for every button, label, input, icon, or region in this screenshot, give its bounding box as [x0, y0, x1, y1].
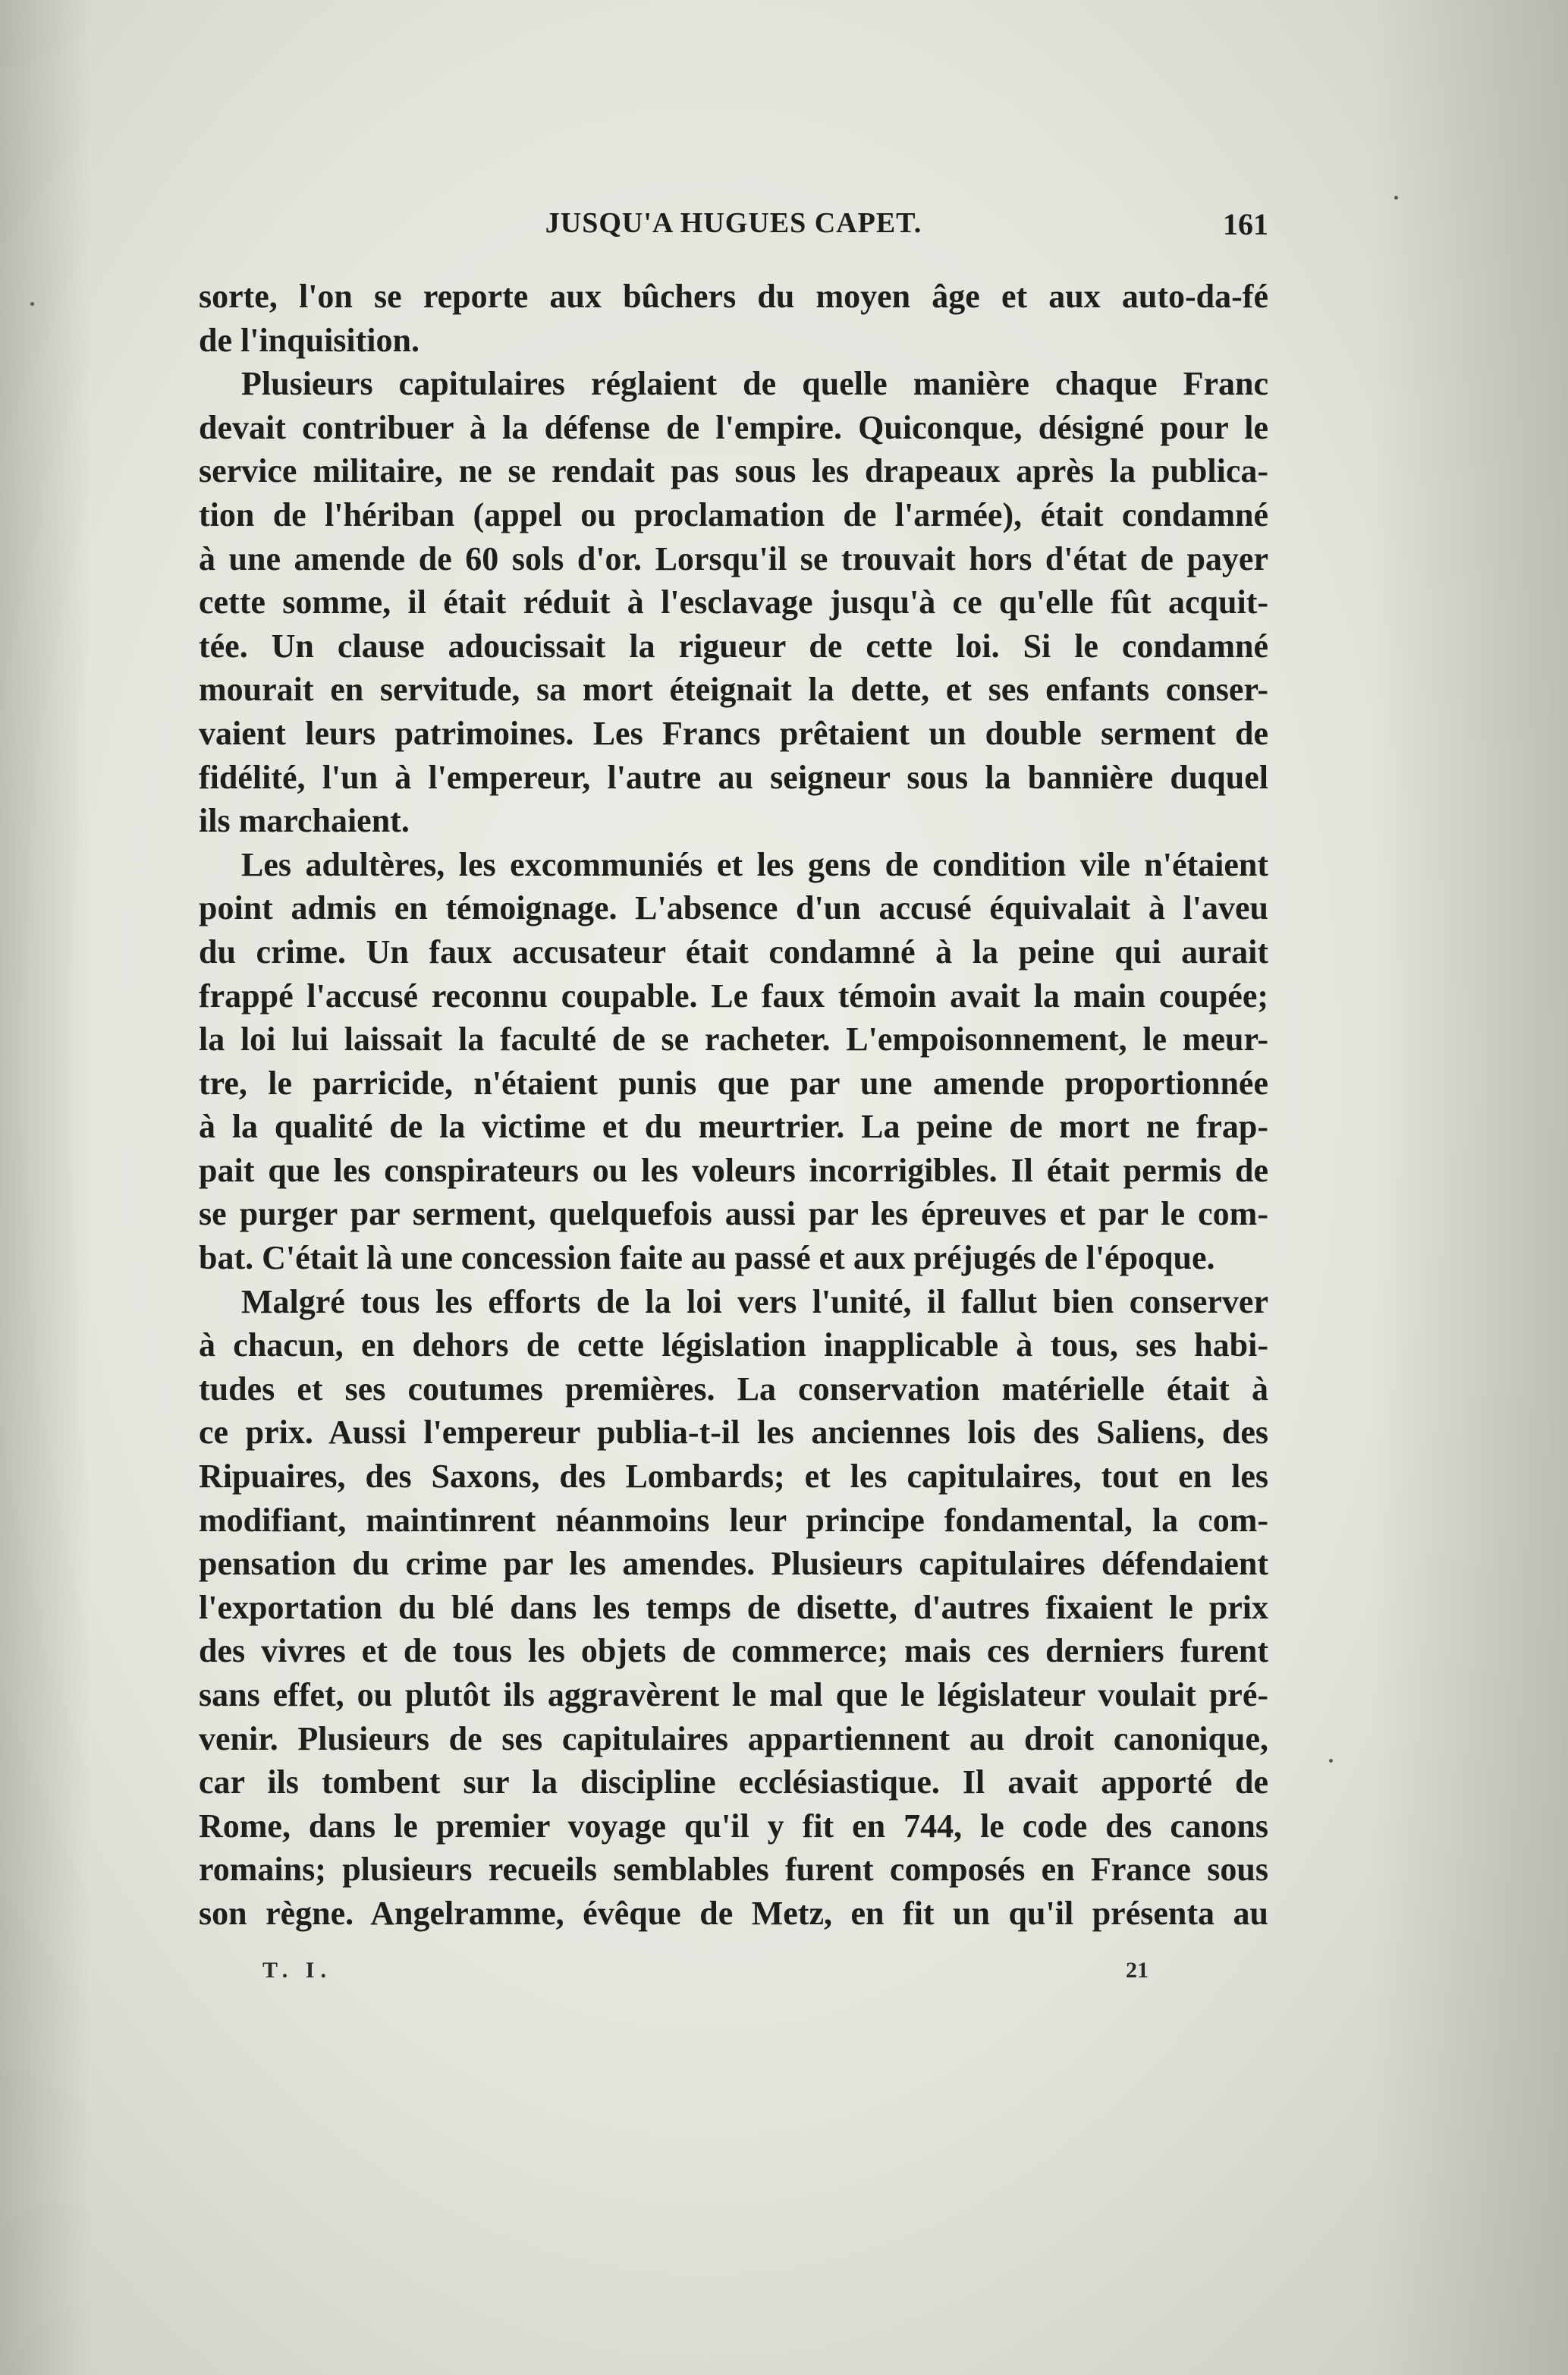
page-edge-shadow-right [1371, 0, 1568, 2375]
text-line: modifiant, maintinrent néanmoins leur principe fondamental, la com- [199, 1501, 1268, 1539]
running-title: JUSQU'A HUGUES CAPET. [545, 207, 922, 239]
paragraph [199, 362, 1268, 843]
text-line: à une amende de 60 sols d'or. Lorsqu'il se trouvait hors d'état de payer [199, 539, 1268, 577]
text-line: pensation du crime par les amendes. Plusieurs capitulaires défendaient [199, 1545, 1268, 1583]
text-line: ce prix. Aussi l'empereur publia-t-il les anciennes lois des Saliens, des [199, 1414, 1268, 1452]
text-line: venir. Plusieurs de ses capitulaires appartiennent au droit canonique, [199, 1719, 1268, 1757]
text-line: tée. Un clause adoucissait la rigueur de cette loi. Si le condamné [199, 627, 1268, 665]
paragraph [199, 275, 1268, 362]
page-edge-shadow-left [0, 0, 91, 2375]
text-line: à la qualité de la victime et du meurtrier. La peine de mort ne frap- [199, 1108, 1268, 1146]
text-line: pait que les conspirateurs ou les voleurs incorrigibles. Il était permis de [199, 1151, 1268, 1189]
text-line: tion de l'hériban (appel ou proclamation de l'armée), était condamné [199, 495, 1268, 533]
page-footer [199, 1958, 1268, 2003]
text-line: des vivres et de tous les objets de commerce; mais ces derniers furent [199, 1632, 1268, 1670]
text-line: bat. C'était là une concession faite au passé et aux préjugés de l'époque. [199, 1239, 1215, 1277]
paper-speck [1329, 1759, 1333, 1763]
text-line: tudes et ses coutumes premières. La conservation matérielle était à [199, 1370, 1268, 1408]
text-line: fidélité, l'un à l'empereur, l'autre au seigneur sous la bannière duquel [199, 758, 1268, 796]
text-line: frappé l'accusé reconnu coupable. Le faux témoin avait la main coupée; [199, 977, 1268, 1014]
text-line: vaient leurs patrimoines. Les Francs prêtaient un double serment de [199, 714, 1268, 752]
gathering-signature: 21 [1126, 1958, 1149, 1983]
text-line: point admis en témoignage. L'absence d'un accusé équivalait à l'aveu [199, 889, 1268, 927]
text-line: mourait en servitude, sa mort éteignait la dette, et ses enfants conser- [199, 671, 1268, 709]
text-line: l'exportation du blé dans les temps de disette, d'autres fixaient le prix [199, 1588, 1268, 1626]
page-number: 161 [1223, 207, 1268, 241]
text-line: de l'inquisition. [199, 321, 420, 359]
text-line: tre, le parricide, n'étaient punis que par une amende proportionnée [199, 1064, 1268, 1102]
text-line: ils marchaient. [199, 802, 410, 840]
text-line: car ils tombent sur la discipline ecclésiastique. Il avait apporté de [199, 1763, 1268, 1801]
text-line: Les adultères, les excommuniés et les gens de condition vile n'étaient [241, 845, 1268, 883]
text-line: Plusieurs capitulaires réglaient de quelle manière chaque Franc [241, 365, 1268, 403]
text-line: se purger par serment, quelquefois aussi par les épreuves et par le com- [199, 1195, 1268, 1233]
paragraph [199, 843, 1268, 1280]
paper-speck [1394, 196, 1398, 200]
text-line: sans effet, ou plutôt ils aggravèrent le mal que le législateur voulait pré- [199, 1676, 1268, 1713]
text-line: service militaire, ne se rendait pas sous les drapeaux après la publica- [199, 452, 1268, 490]
text-line: du crime. Un faux accusateur était condamné à la peine qui aurait [199, 933, 1268, 970]
paragraph [199, 1280, 1268, 1936]
text-line: Ripuaires, des Saxons, des Lombards; et les capitulaires, tout en les [199, 1458, 1268, 1496]
text-line: devait contribuer à la défense de l'empire. Quiconque, désigné pour le [199, 408, 1268, 446]
text-line: la loi lui laissait la faculté de se racheter. L'empoisonnement, le meur- [199, 1021, 1268, 1059]
body-text [199, 275, 1268, 1936]
paper-speck [30, 302, 34, 306]
text-line: romains; plusieurs recueils semblables furent composés en France sous [199, 1851, 1268, 1889]
text-line: son règne. Angelramme, évêque de Metz, en fit un qu'il présenta au [199, 1894, 1268, 1932]
text-line: Malgré tous les efforts de la loi vers l'unité, il fallut bien conserver [241, 1282, 1268, 1320]
text-line: cette somme, il était réduit à l'esclavage jusqu'à ce qu'elle fût acquit- [199, 584, 1268, 621]
text-line: à chacun, en dehors de cette législation inapplicable à tous, ses habi- [199, 1326, 1268, 1364]
volume-signature: T. I. [262, 1958, 332, 1983]
text-line: Rome, dans le premier voyage qu'il y fit en 744, le code des canons [199, 1807, 1268, 1845]
text-line: sorte, l'on se reporte aux bûchers du moyen âge et aux auto-da-fé [199, 278, 1268, 315]
running-head [199, 206, 1268, 260]
